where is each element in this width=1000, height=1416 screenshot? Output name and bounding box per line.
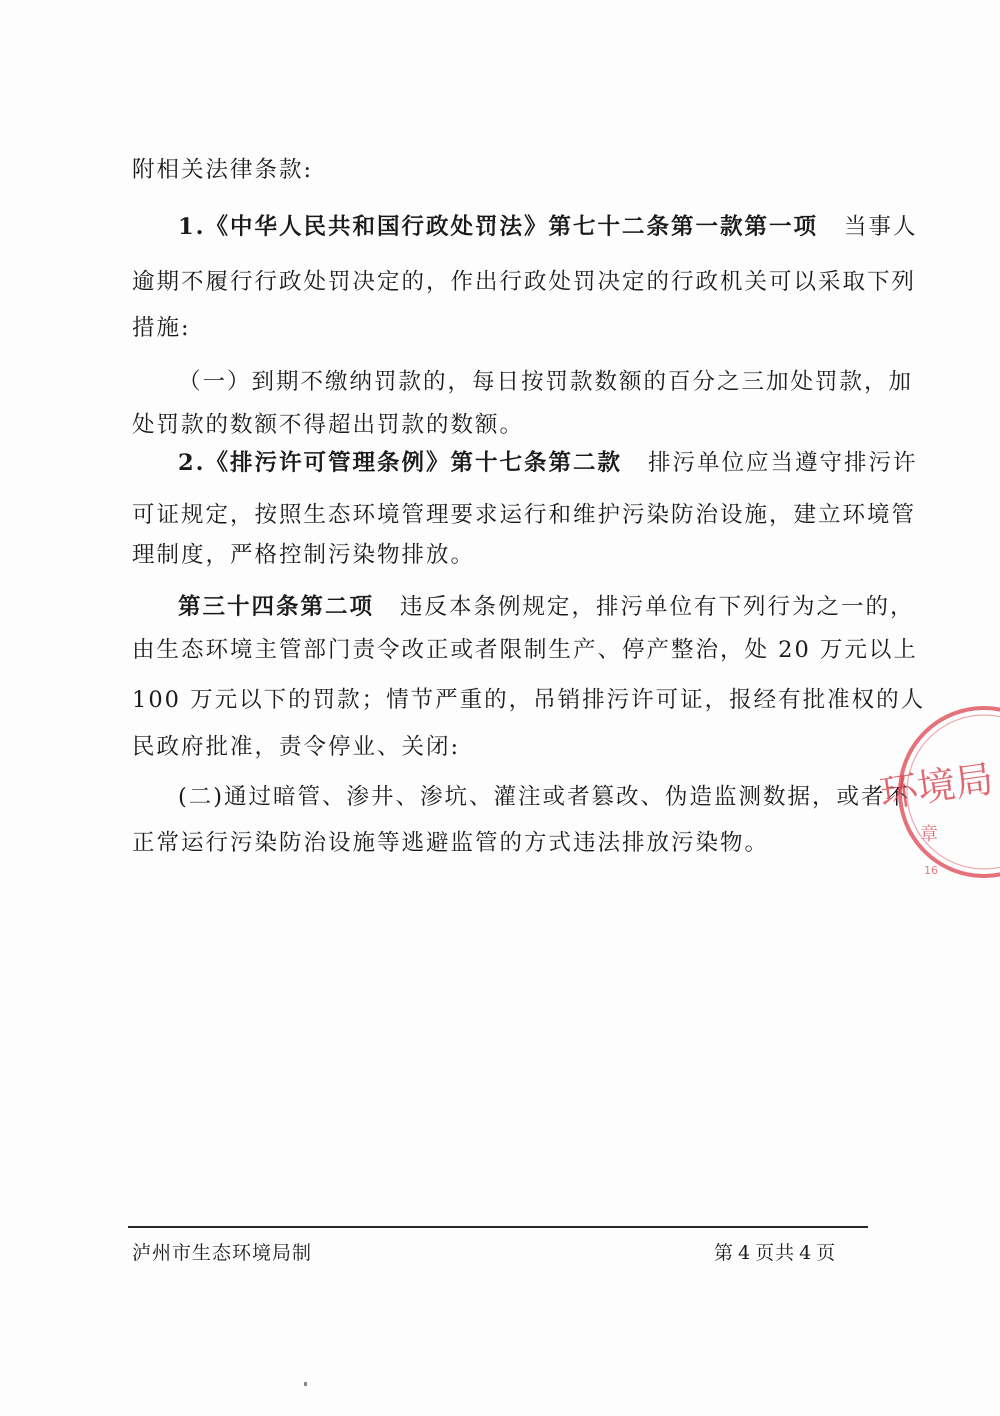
item2-line3: 理制度，严格控制污染物排放。 [132, 542, 476, 568]
item1-first-line [178, 211, 918, 243]
item3-sub-line2: 正常运行污染防治设施等逃避监管的方式违法排放污染物。 [132, 830, 770, 856]
item1-line3: 措施: [132, 315, 191, 341]
seal-sub-text: 章 [920, 824, 938, 845]
official-seal [872, 700, 1000, 890]
page-total: 4 [799, 1242, 813, 1264]
page-label-mid: 页共 [755, 1242, 796, 1264]
footer-divider [128, 1226, 868, 1228]
item3-line2: 由生态环境主管部门责令改正或者限制生产、停产整治，处 20 万元以上 [132, 637, 918, 663]
item2-line2: 可证规定，按照生态环境管理要求运行和维护污染防治设施，建立环境管 [132, 502, 917, 528]
item2-text-start: 排污单位应当遵守排污许 [648, 450, 918, 476]
item1-sub-line1: （一）到期不缴纳罚款的，每日按罚款数额的百分之三加处罚款，加 [178, 369, 914, 395]
item1-sub-line2: 处罚款的数额不得超出罚款的数额。 [132, 412, 525, 438]
footer-page-number [712, 1238, 838, 1265]
item2-title: 2.《排污许可管理条例》第十七条第二款 [178, 450, 622, 476]
page-current: 4 [738, 1242, 752, 1264]
item3-title: 第三十四条第二项 [178, 594, 375, 620]
item3-sub-line1: (二)通过暗管、渗井、渗坑、灌注或者篡改、伪造监测数据，或者不 [178, 784, 911, 810]
item3-text-start: 违反本条例规定，排污单位有下列行为之一的， [400, 594, 915, 620]
item1-title: 1.《中华人民共和国行政处罚法》第七十二条第一款第一项 [178, 214, 818, 240]
item1-text-start: 当事人 [844, 214, 918, 240]
page-label-suffix: 页 [816, 1242, 837, 1264]
item3-line4: 民政府批准，责令停业、关闭: [132, 734, 461, 760]
seal-main-text: 环境局 [877, 756, 997, 817]
item3-line3: 100 万元以下的罚款；情节严重的，吊销排污许可证，报经有批准权的人 [132, 687, 926, 713]
official-seal-icon [872, 700, 1000, 890]
intro-line: 附相关法律条款: [132, 157, 314, 183]
item1-line2: 逾期不履行行政处罚决定的，作出行政处罚决定的行政机关可以采取下列 [132, 269, 917, 295]
scan-speck [304, 1382, 307, 1386]
item2-first-line [178, 447, 918, 479]
page-label-prefix: 第 [714, 1242, 735, 1264]
footer-issuer: 泸州市生态环境局制 [132, 1242, 313, 1264]
item3-first-line [178, 591, 915, 623]
seal-number-text: 16 [924, 864, 938, 877]
